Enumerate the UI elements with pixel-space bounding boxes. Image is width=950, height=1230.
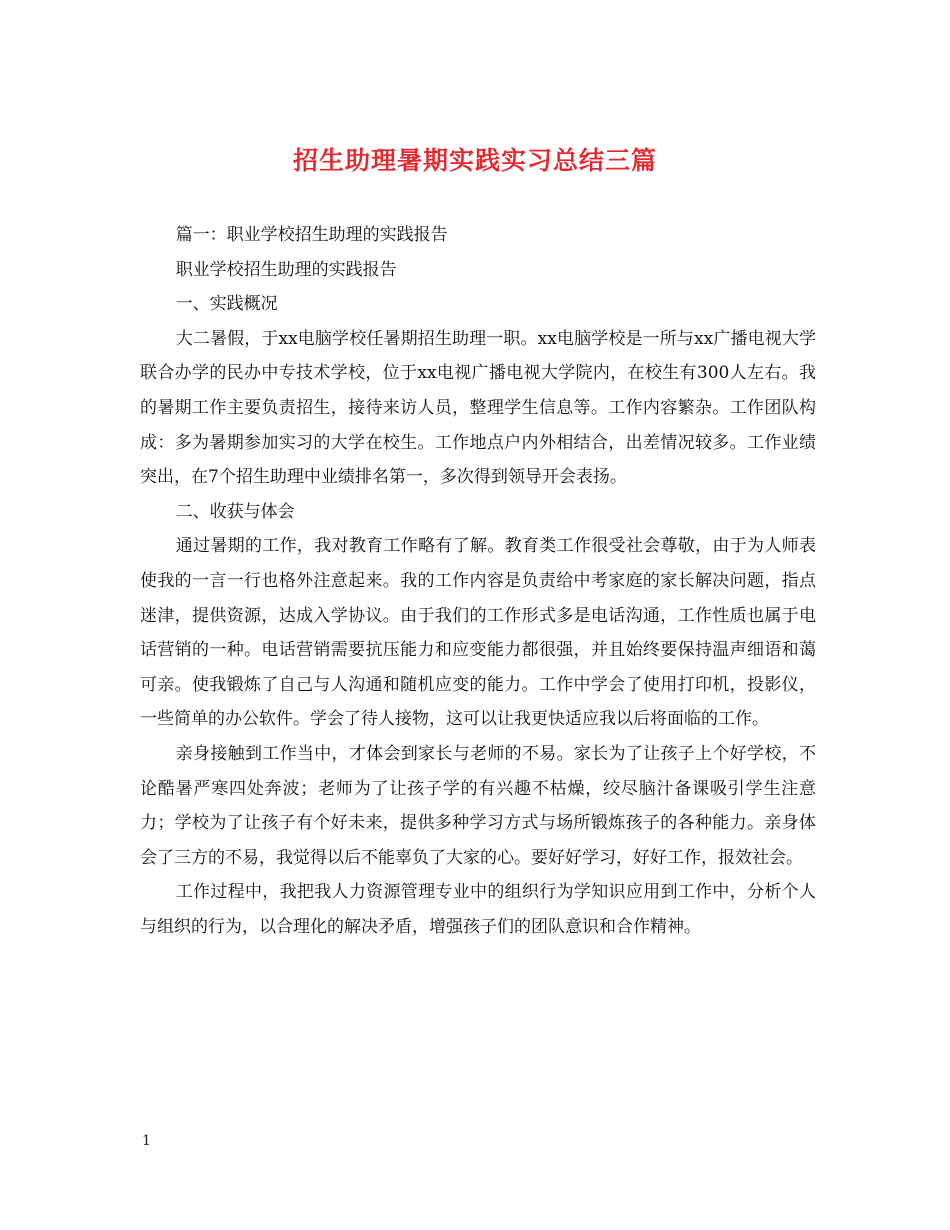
body-paragraph: 工作过程中，我把我人力资源管理专业中的组织行为学知识应用到工作中，分析个人与组织的行为，以合理化的解决矛盾，增强孩子们的团队意识和合作精神。 <box>140 882 816 937</box>
section-heading: 一、实践概况 <box>175 294 278 315</box>
report-title: 职业学校招生助理的实践报告 <box>175 259 397 280</box>
body-paragraph: 通过暑期的工作，我对教育工作略有了解。教育类工作很受社会尊敬，由于为人师表使我的一言一行也格外注意起来。我的工作内容是负责给中考家庭的家长解决问题，指点迷津，提供资源，达成入学协议。由于我们的工作形式多是电话沟通，工作性质也属于电话营销的一种。电话营销需要抗压能力和应变能力都很强，并且始终要保持温声细语和蔼可亲。使我锻炼了自己与人沟通和随机应变的能力。工作中学会了使用打印机，投影仪，一些简单的办公软件。学会了待人接物，这可以让我更快适应我以后将面临的工作。 <box>140 536 816 730</box>
body-paragraph: 大二暑假，于xx电脑学校任暑期招生助理一职。xx电脑学校是一所与xx广播电视大学联合办学的民办中专技术学校，位于xx电视广播电视大学院内，在校生有300人左右。我的暑期工作主要负责招生，接待来访人员，整理学生信息等。工作内容繁杂。工作团队构成：多为暑期参加实习的大学在校生。工作地点户内外相结合，出差情况较多。工作业绩突出，在7个招生助理中业绩排名第一，多次得到领导开会表扬。 <box>140 328 816 488</box>
body-paragraph: 亲身接触到工作当中，才体会到家长与老师的不易。家长为了让孩子上个好学校，不论酷暑严寒四处奔波；老师为了让孩子学的有兴趣不枯燥，绞尽脑汁备课吸引学生注意力；学校为了让孩子有个好未来，提供多种学习方式与场所锻炼孩子的各种能力。亲身体会了三方的不易，我觉得以后不能辜负了大家的心。要好好学习，好好工作，报效社会。 <box>140 743 816 868</box>
page-number: 1 <box>142 1133 151 1149</box>
document-title: 招生助理暑期实践实习总结三篇 <box>292 146 657 175</box>
section-heading: 篇一：职业学校招生助理的实践报告 <box>175 225 448 245</box>
document-body <box>140 218 816 944</box>
section-heading: 二、收获与体会 <box>175 501 295 522</box>
